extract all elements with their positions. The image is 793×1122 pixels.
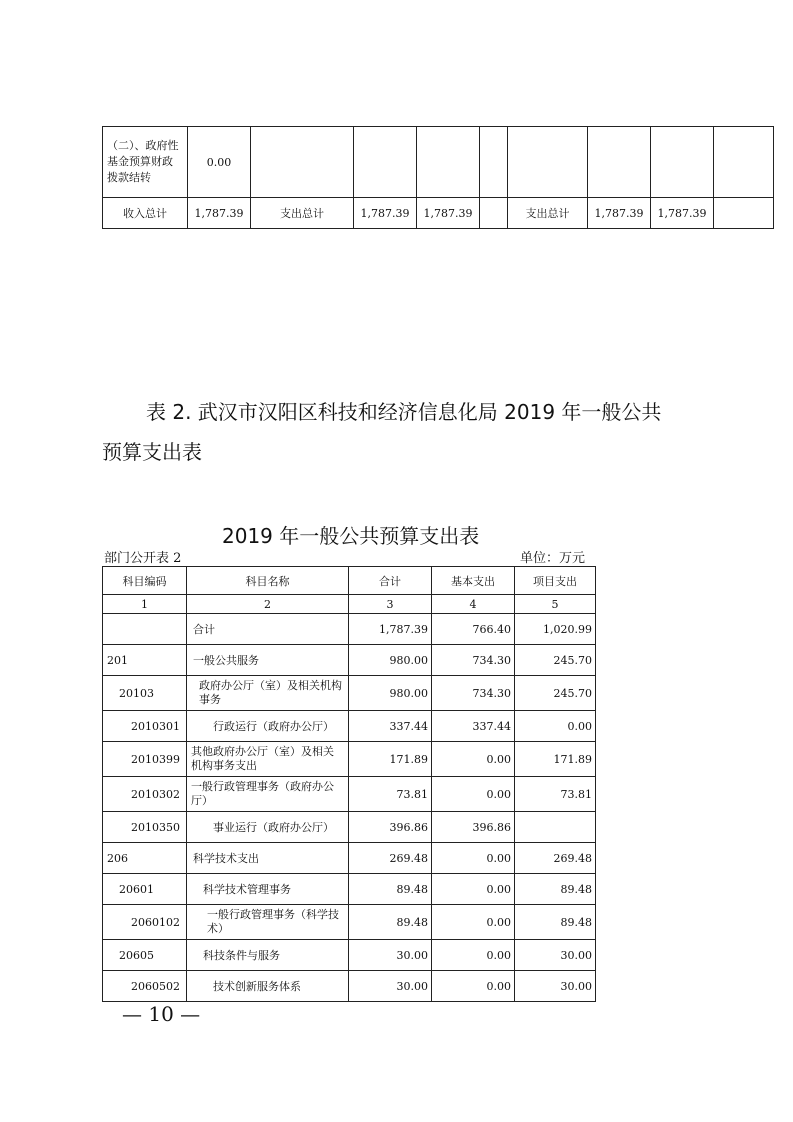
cell — [354, 127, 417, 198]
column-header: 科目名称 — [187, 567, 349, 595]
table-row — [103, 676, 596, 711]
name-cell: 政府办公厅（室）及相关机构事务 — [187, 676, 349, 711]
table-row — [103, 742, 596, 777]
total-cell: 269.48 — [349, 843, 432, 874]
row-label: （二）、政府性基金预算财政拨款结转 — [103, 127, 188, 198]
section-heading-line2: 预算支出表 — [102, 440, 202, 464]
table-row — [103, 777, 596, 812]
table-row — [103, 127, 774, 198]
basic-cell: 0.00 — [432, 971, 515, 1002]
project-cell: 89.48 — [515, 905, 596, 940]
amount-cell: 0.00 — [188, 127, 251, 198]
table-row — [103, 905, 596, 940]
basic-cell: 0.00 — [432, 742, 515, 777]
cell — [508, 127, 588, 198]
cell: 支出总计 — [251, 198, 354, 229]
cell — [251, 127, 354, 198]
basic-cell: 0.00 — [432, 777, 515, 812]
basic-cell: 766.40 — [432, 614, 515, 645]
table-row — [103, 940, 596, 971]
project-cell: 171.89 — [515, 742, 596, 777]
basic-cell: 0.00 — [432, 874, 515, 905]
total-cell: 30.00 — [349, 971, 432, 1002]
column-header: 合计 — [349, 567, 432, 595]
total-cell: 89.48 — [349, 874, 432, 905]
top-summary-table — [102, 126, 774, 229]
budget-expenditure-table — [102, 566, 596, 1002]
code-cell: 20103 — [103, 676, 187, 711]
basic-cell: 0.00 — [432, 905, 515, 940]
code-cell: 2010301 — [103, 711, 187, 742]
basic-cell: 0.00 — [432, 940, 515, 971]
code-cell: 20601 — [103, 874, 187, 905]
cell: 1,787.39 — [651, 198, 714, 229]
amount-cell: 1,787.39 — [188, 198, 251, 229]
basic-cell: 337.44 — [432, 711, 515, 742]
basic-cell: 734.30 — [432, 645, 515, 676]
project-cell: 30.00 — [515, 971, 596, 1002]
row-label: 收入总计 — [103, 198, 188, 229]
cell — [714, 198, 774, 229]
table-row — [103, 874, 596, 905]
page-number: — 10 — — [122, 1002, 201, 1026]
project-cell: 73.81 — [515, 777, 596, 812]
column-header: 科目编码 — [103, 567, 187, 595]
code-cell: 2060102 — [103, 905, 187, 940]
total-cell: 73.81 — [349, 777, 432, 812]
cell — [651, 127, 714, 198]
total-cell: 337.44 — [349, 711, 432, 742]
basic-cell: 0.00 — [432, 843, 515, 874]
code-cell: 2010350 — [103, 812, 187, 843]
total-cell: 30.00 — [349, 940, 432, 971]
project-cell: 0.00 — [515, 711, 596, 742]
dept-label: 部门公开表 2 — [104, 551, 182, 566]
table-index-row — [103, 595, 596, 614]
name-cell: 技术创新服务体系 — [187, 971, 349, 1002]
table-title: 2019 年一般公共预算支出表 — [222, 524, 480, 548]
project-cell: 89.48 — [515, 874, 596, 905]
cell — [417, 127, 480, 198]
code-cell: 206 — [103, 843, 187, 874]
code-cell: 20605 — [103, 940, 187, 971]
total-cell: 1,787.39 — [349, 614, 432, 645]
total-cell: 171.89 — [349, 742, 432, 777]
code-cell: 201 — [103, 645, 187, 676]
project-cell: 269.48 — [515, 843, 596, 874]
index-cell: 5 — [515, 595, 596, 614]
name-cell: 科技条件与服务 — [187, 940, 349, 971]
cell — [480, 127, 508, 198]
name-cell: 一般行政管理事务（政府办公厅） — [187, 777, 349, 812]
cell: 1,787.39 — [354, 198, 417, 229]
name-cell: 一般公共服务 — [187, 645, 349, 676]
basic-cell: 396.86 — [432, 812, 515, 843]
unit-label: 单位：万元 — [520, 551, 586, 566]
name-cell: 合计 — [187, 614, 349, 645]
code-cell: 2010399 — [103, 742, 187, 777]
total-cell: 396.86 — [349, 812, 432, 843]
cell: 1,787.39 — [417, 198, 480, 229]
code-cell — [103, 614, 187, 645]
cell — [714, 127, 774, 198]
code-cell: 2010302 — [103, 777, 187, 812]
total-cell: 980.00 — [349, 676, 432, 711]
name-cell: 其他政府办公厅（室）及相关机构事务支出 — [187, 742, 349, 777]
cell: 1,787.39 — [588, 198, 651, 229]
name-cell: 事业运行（政府办公厅） — [187, 812, 349, 843]
index-cell: 2 — [187, 595, 349, 614]
table-row — [103, 614, 596, 645]
cell — [588, 127, 651, 198]
section-heading-line1: 表 2. 武汉市汉阳区科技和经济信息化局 2019 年一般公共 — [146, 400, 662, 424]
total-cell: 980.00 — [349, 645, 432, 676]
index-cell: 3 — [349, 595, 432, 614]
name-cell: 科学技术管理事务 — [187, 874, 349, 905]
table-row — [103, 843, 596, 874]
table-row — [103, 198, 774, 229]
code-cell: 2060502 — [103, 971, 187, 1002]
name-cell: 一般行政管理事务（科学技术） — [187, 905, 349, 940]
table-row — [103, 645, 596, 676]
index-cell: 4 — [432, 595, 515, 614]
project-cell: 245.70 — [515, 676, 596, 711]
cell — [480, 198, 508, 229]
column-header: 项目支出 — [515, 567, 596, 595]
project-cell: 1,020.99 — [515, 614, 596, 645]
index-cell: 1 — [103, 595, 187, 614]
cell: 支出总计 — [508, 198, 588, 229]
table-row — [103, 812, 596, 843]
table-row — [103, 971, 596, 1002]
table-header-row — [103, 567, 596, 595]
name-cell: 行政运行（政府办公厅） — [187, 711, 349, 742]
name-cell: 科学技术支出 — [187, 843, 349, 874]
project-cell — [515, 812, 596, 843]
project-cell: 30.00 — [515, 940, 596, 971]
total-cell: 89.48 — [349, 905, 432, 940]
project-cell: 245.70 — [515, 645, 596, 676]
basic-cell: 734.30 — [432, 676, 515, 711]
column-header: 基本支出 — [432, 567, 515, 595]
table-row — [103, 711, 596, 742]
